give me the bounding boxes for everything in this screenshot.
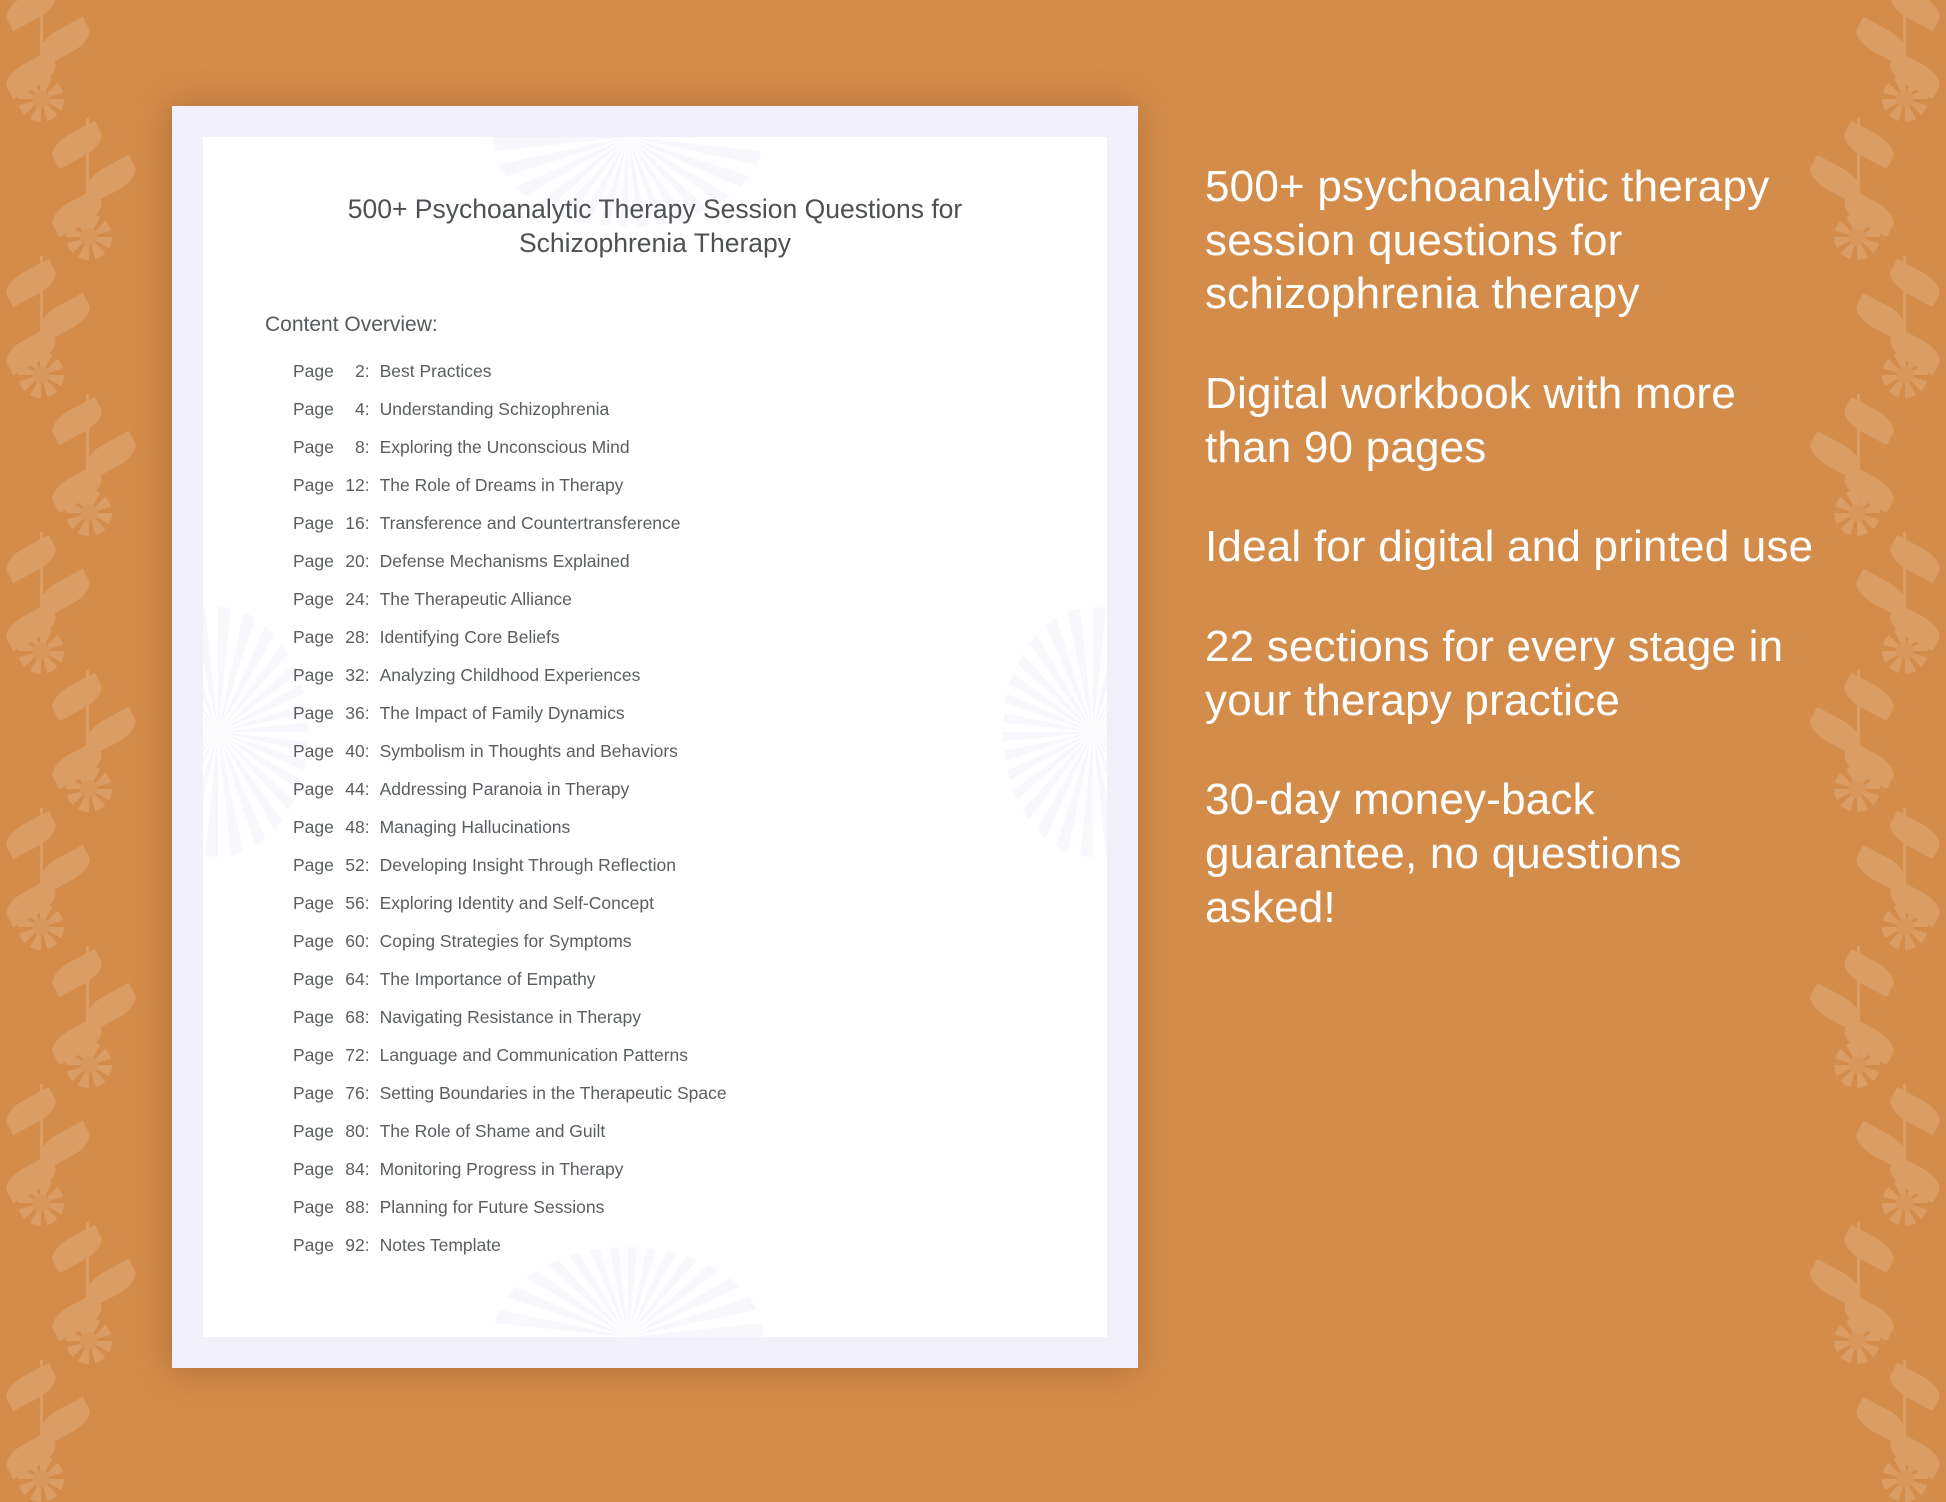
vine-flower: [66, 1042, 112, 1088]
toc-page-number: 8: [355, 436, 365, 457]
toc-entry-label: Symbolism in Thoughts and Behaviors: [379, 740, 678, 761]
toc-entry-label: Notes Template: [379, 1234, 501, 1255]
vine-stem: [40, 256, 43, 376]
vine-leaf: [47, 1225, 107, 1273]
toc-colon: :: [364, 1196, 370, 1217]
toc-entry-label: Language and Communication Patterns: [379, 1044, 689, 1065]
vine-stem: [1903, 532, 1906, 652]
vine-stem: [86, 946, 89, 1066]
toc-colon: :: [364, 626, 370, 647]
vine-leaf: [1, 0, 61, 31]
toc-colon: :: [364, 360, 370, 381]
vine-flower: [18, 352, 64, 398]
vine-leaf: [1885, 1363, 1945, 1411]
vine-leaf: [1839, 465, 1899, 513]
toc-colon: :: [364, 436, 370, 457]
toc-entry-label: Planning for Future Sessions: [379, 1196, 605, 1217]
vine-flower: [1834, 1042, 1880, 1088]
toc-page-number: 76: [345, 1082, 365, 1103]
toc-colon: :: [364, 816, 370, 837]
vine-stem: [1857, 1222, 1860, 1342]
toc-colon: :: [364, 1044, 370, 1065]
vine-stem: [86, 118, 89, 238]
toc-page-number: 32: [345, 664, 365, 685]
toc-page-number: 88: [345, 1196, 365, 1217]
toc-page-word: Page: [293, 360, 339, 381]
vine-leaf: [47, 189, 107, 237]
toc-entry-label: Developing Insight Through Reflection: [379, 854, 676, 875]
vine-leaf: [1851, 1121, 1911, 1169]
toc-page-word: Page: [293, 1234, 339, 1255]
toc-page-number: 20: [345, 550, 365, 571]
toc-page-word: Page: [293, 778, 339, 799]
vine-leaf: [47, 397, 107, 445]
toc-entry-label: Managing Hallucinations: [379, 816, 571, 837]
toc-entry-label: Setting Boundaries in the Therapeutic Space: [379, 1082, 727, 1103]
toc-entry: [293, 930, 1045, 951]
vine-leaf: [1839, 1017, 1899, 1065]
toc-entry: [293, 550, 1045, 571]
vine-stem: [40, 1360, 43, 1480]
toc-entry-label: Defense Mechanisms Explained: [379, 550, 630, 571]
toc-entry: [293, 854, 1045, 875]
vine-leaf: [1885, 535, 1945, 583]
vine-leaf: [1839, 189, 1899, 237]
toc-page-number: 64: [345, 968, 365, 989]
vine-flower: [18, 904, 64, 950]
toc-page-number: 56: [345, 892, 365, 913]
vine-leaf: [1839, 949, 1899, 997]
vine-leaf: [81, 155, 141, 203]
toc-colon: :: [364, 930, 370, 951]
vine-leaf: [1885, 327, 1945, 375]
vine-leaf: [1885, 259, 1945, 307]
vine-stem: [1903, 256, 1906, 376]
toc-entry: [293, 588, 1045, 609]
toc-entry-label: Exploring Identity and Self-Concept: [379, 892, 654, 913]
vine-flower: [18, 76, 64, 122]
vine-leaf: [1839, 1225, 1899, 1273]
toc-page-word: Page: [293, 702, 339, 723]
vine-leaf: [81, 707, 141, 755]
vine-leaf: [1885, 1087, 1945, 1135]
document-content: [203, 137, 1107, 1254]
vine-leaf: [47, 465, 107, 513]
vine-stem: [1857, 394, 1860, 514]
vine-stem: [40, 1084, 43, 1204]
vine-flower: [66, 214, 112, 260]
vine-leaf: [47, 949, 107, 997]
vine-flower: [1882, 76, 1928, 122]
vine-leaf: [1805, 983, 1865, 1031]
toc-entry: [293, 1234, 1045, 1255]
toc-entry: [293, 968, 1045, 989]
vine-leaf: [47, 673, 107, 721]
toc-colon: :: [364, 1082, 370, 1103]
toc-entry: [293, 1120, 1045, 1141]
toc-page-word: Page: [293, 1196, 339, 1217]
vine-leaf: [1, 1363, 61, 1411]
toc-page-number: 2: [355, 360, 365, 381]
toc-page-word: Page: [293, 588, 339, 609]
vine-leaf: [1, 51, 61, 99]
vine-leaf: [47, 1293, 107, 1341]
toc-page-word: Page: [293, 550, 339, 571]
toc-colon: :: [364, 588, 370, 609]
toc-entry: [293, 1044, 1045, 1065]
vine-leaf: [1805, 1259, 1865, 1307]
vine-leaf: [1839, 397, 1899, 445]
toc-page-number: 24: [345, 588, 365, 609]
vine-leaf: [1, 603, 61, 651]
toc-page-number: 60: [345, 930, 365, 951]
vine-flower: [1882, 1180, 1928, 1226]
vine-leaf: [81, 983, 141, 1031]
toc-entry: [293, 892, 1045, 913]
toc-entry: [293, 702, 1045, 723]
toc-page-word: Page: [293, 740, 339, 761]
toc-entry-label: Understanding Schizophrenia: [379, 398, 610, 419]
toc-entry-label: The Impact of Family Dynamics: [379, 702, 625, 723]
marketing-paragraph: Digital workbook with more than 90 pages: [1205, 369, 1736, 472]
vine-leaf: [1885, 811, 1945, 859]
vine-flower: [1882, 628, 1928, 674]
vine-flower: [1834, 214, 1880, 260]
toc-page-word: Page: [293, 664, 339, 685]
toc-colon: :: [364, 664, 370, 685]
vine-flower: [18, 1180, 64, 1226]
vine-flower: [1834, 490, 1880, 536]
vine-leaf: [1, 879, 61, 927]
toc-entry: [293, 360, 1045, 381]
vine-leaf: [1851, 845, 1911, 893]
vine-leaf: [1851, 1397, 1911, 1445]
vine-stem: [40, 808, 43, 928]
vine-flower: [66, 1318, 112, 1364]
vine-leaf: [1885, 1431, 1945, 1479]
marketing-paragraph: 30-day money-back guarantee, no questions asked!: [1205, 775, 1682, 932]
toc-page-word: Page: [293, 1120, 339, 1141]
toc-entry-label: Transference and Countertransference: [379, 512, 681, 533]
vine-stem: [86, 394, 89, 514]
toc-entry: [293, 1196, 1045, 1217]
toc-entry: [293, 1006, 1045, 1027]
toc-page-word: Page: [293, 512, 339, 533]
vine-leaf: [1885, 0, 1945, 31]
toc-entry: [293, 778, 1045, 799]
vine-stem: [86, 1222, 89, 1342]
toc-page-number: 84: [345, 1158, 365, 1179]
document-page: [203, 137, 1107, 1337]
vine-leaf: [35, 1121, 95, 1169]
toc-page-word: Page: [293, 816, 339, 837]
toc-page-number: 40: [345, 740, 365, 761]
marketing-copy: [1205, 160, 1815, 980]
toc-entry: [293, 664, 1045, 685]
toc-entry: [293, 626, 1045, 647]
vine-leaf: [1885, 603, 1945, 651]
vine-leaf: [1, 535, 61, 583]
toc-entry-label: The Role of Dreams in Therapy: [379, 474, 624, 495]
vine-leaf: [1, 811, 61, 859]
vine-flower: [18, 628, 64, 674]
toc-entry-label: Exploring the Unconscious Mind: [379, 436, 630, 457]
toc-entry-label: The Therapeutic Alliance: [379, 588, 572, 609]
toc-page-number: 48: [345, 816, 365, 837]
floral-border-right: [1796, 0, 1946, 1460]
toc-entry-label: The Importance of Empathy: [379, 968, 596, 989]
floral-border-left: [0, 0, 150, 1460]
toc-page-number: 72: [345, 1044, 365, 1065]
toc-colon: :: [364, 474, 370, 495]
vine-leaf: [1, 259, 61, 307]
vine-leaf: [35, 569, 95, 617]
toc-entry: [293, 398, 1045, 419]
toc-colon: :: [364, 854, 370, 875]
toc-page-number: 80: [345, 1120, 365, 1141]
vine-leaf: [1839, 673, 1899, 721]
vine-leaf: [35, 1397, 95, 1445]
toc-entry-label: Monitoring Progress in Therapy: [379, 1158, 624, 1179]
toc-entry: [293, 474, 1045, 495]
vine-leaf: [1, 1155, 61, 1203]
toc-colon: :: [364, 1120, 370, 1141]
vine-stem: [86, 670, 89, 790]
toc-entry-label: Coping Strategies for Symptoms: [379, 930, 632, 951]
vine-leaf: [1839, 1293, 1899, 1341]
toc-page-number: 28: [345, 626, 365, 647]
toc-page-number: 92: [345, 1234, 365, 1255]
vine-leaf: [1851, 569, 1911, 617]
vine-leaf: [1839, 121, 1899, 169]
toc-colon: :: [364, 740, 370, 761]
toc-colon: :: [364, 1158, 370, 1179]
toc-colon: :: [364, 892, 370, 913]
vine-leaf: [47, 741, 107, 789]
vine-flower: [1882, 1456, 1928, 1502]
content-overview-label: Content Overview:: [265, 312, 438, 336]
vine-flower: [1882, 352, 1928, 398]
toc-entry-label: Identifying Core Beliefs: [379, 626, 560, 647]
vine-leaf: [1885, 1155, 1945, 1203]
toc-entry: [293, 1082, 1045, 1103]
vine-flower: [1882, 904, 1928, 950]
toc-page-number: 36: [345, 702, 365, 723]
toc-page-word: Page: [293, 1044, 339, 1065]
vine-leaf: [1, 1087, 61, 1135]
toc-page-word: Page: [293, 968, 339, 989]
toc-page-word: Page: [293, 892, 339, 913]
toc-page-word: Page: [293, 1158, 339, 1179]
toc-page-number: 4: [355, 398, 365, 419]
vine-stem: [1903, 0, 1906, 100]
vine-leaf: [47, 1017, 107, 1065]
vine-leaf: [1851, 17, 1911, 65]
toc-page-word: Page: [293, 398, 339, 419]
toc-colon: :: [364, 778, 370, 799]
marketing-paragraph: 22 sections for every stage in your therapy practice: [1205, 622, 1784, 725]
vine-leaf: [35, 845, 95, 893]
vine-flower: [1834, 1318, 1880, 1364]
toc-page-word: Page: [293, 436, 339, 457]
marketing-paragraph: 500+ psychoanalytic therapy session questions for schizophrenia therapy: [1205, 162, 1770, 319]
toc-page-number: 68: [345, 1006, 365, 1027]
vine-stem: [1857, 118, 1860, 238]
vine-leaf: [1, 327, 61, 375]
toc-colon: :: [364, 1006, 370, 1027]
toc-colon: :: [364, 1234, 370, 1255]
vine-leaf: [1885, 879, 1945, 927]
toc-colon: :: [364, 398, 370, 419]
toc-entry: [293, 436, 1045, 457]
toc-entry: [293, 1158, 1045, 1179]
vine-leaf: [35, 293, 95, 341]
vine-leaf: [35, 17, 95, 65]
toc-entry: [293, 740, 1045, 761]
vine-stem: [1903, 1360, 1906, 1480]
toc-page-word: Page: [293, 1082, 339, 1103]
vine-stem: [40, 0, 43, 100]
toc-page-word: Page: [293, 1006, 339, 1027]
toc-entry: [293, 816, 1045, 837]
vine-stem: [1903, 1084, 1906, 1204]
mandala-watermark-bottom: [493, 1247, 763, 1337]
vine-stem: [40, 532, 43, 652]
page-title: 500+ Psychoanalytic Therapy Session Questions for Schizophrenia Therapy: [347, 194, 963, 259]
vine-leaf: [1885, 51, 1945, 99]
vine-flower: [66, 490, 112, 536]
toc-page-number: 52: [345, 854, 365, 875]
toc-entry-label: Navigating Resistance in Therapy: [379, 1006, 641, 1027]
toc-colon: :: [364, 512, 370, 533]
toc-page-word: Page: [293, 474, 339, 495]
vine-stem: [1903, 808, 1906, 928]
vine-leaf: [81, 431, 141, 479]
toc-colon: :: [364, 968, 370, 989]
toc-colon: :: [364, 550, 370, 571]
toc-entry-label: Best Practices: [379, 360, 492, 381]
vine-stem: [1857, 946, 1860, 1066]
vine-leaf: [1839, 741, 1899, 789]
toc-page-word: Page: [293, 626, 339, 647]
marketing-paragraph: Ideal for digital and printed use: [1205, 522, 1814, 572]
toc-page-number: 44: [345, 778, 365, 799]
toc-colon: :: [364, 702, 370, 723]
vine-leaf: [1851, 293, 1911, 341]
vine-leaf: [47, 121, 107, 169]
toc-page-number: 16: [345, 512, 365, 533]
toc-entry-label: The Role of Shame and Guilt: [379, 1120, 606, 1141]
vine-flower: [18, 1456, 64, 1502]
toc-entry: [293, 512, 1045, 533]
toc-entry-label: Analyzing Childhood Experiences: [379, 664, 641, 685]
vine-stem: [1857, 670, 1860, 790]
vine-leaf: [1, 1431, 61, 1479]
vine-leaf: [81, 1259, 141, 1307]
vine-flower: [66, 766, 112, 812]
vine-flower: [1834, 766, 1880, 812]
toc-page-word: Page: [293, 930, 339, 951]
toc-entry-label: Addressing Paranoia in Therapy: [379, 778, 630, 799]
toc-page-number: 12: [345, 474, 365, 495]
toc-page-word: Page: [293, 854, 339, 875]
table-of-contents: [265, 360, 1045, 1255]
